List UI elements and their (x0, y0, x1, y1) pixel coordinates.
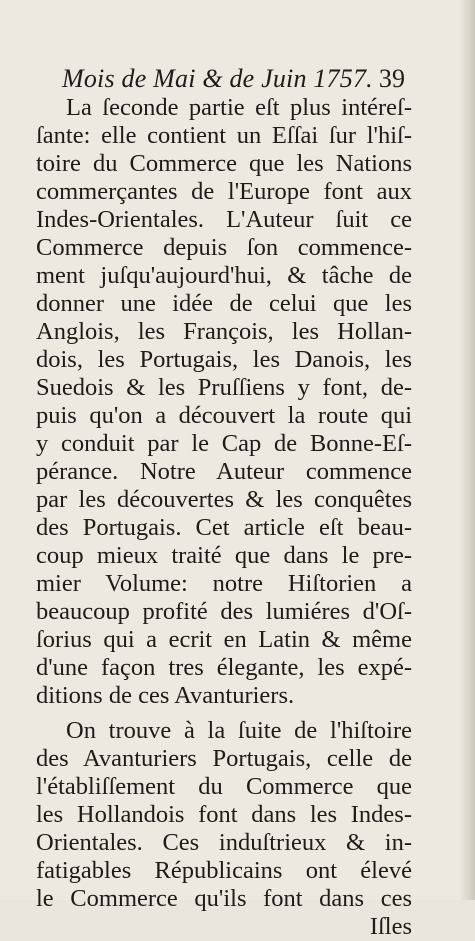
text-line: ditions de ces Avanturiers. (36, 682, 295, 709)
text-line: les Hollandois font dans les Indes- (36, 801, 412, 828)
text-line: donner une idée de celui que les (36, 290, 412, 317)
text-line: coup mieux traité que dans le pre- (36, 542, 412, 569)
text-line: fatigables Républicains ont élevé (36, 857, 412, 884)
text-line: commerçantes de l'Europe font aux (36, 178, 412, 205)
body-text (36, 94, 412, 941)
running-head (62, 64, 422, 94)
text-line: toire du Commerce que les Nations (36, 150, 412, 177)
text-line: Anglois, les François, les Hollan- (36, 318, 412, 345)
text-line: mier Volume: notre Hiſtorien a (36, 570, 412, 597)
text-line: des Portugais. Cet article eſt beau- (36, 514, 412, 541)
text-line: dois, les Portugais, les Danois, les (36, 346, 412, 373)
page-number: 39 (378, 64, 406, 93)
text-line: ment juſqu'aujourd'hui, & tâche de (36, 262, 412, 289)
text-line: Indes-Orientales. L'Auteur ſuit ce (36, 206, 412, 233)
text-line: On trouve à la ſuite de l'hiſtoire (66, 717, 412, 744)
text-line: La ſeconde partie eſt plus intéreſ- (66, 94, 412, 121)
text-line: l'établiſſement du Commerce que (36, 773, 412, 800)
text-line: Commerce depuis ſon commence- (36, 234, 412, 261)
text-line: pérance. Notre Auteur commence (36, 458, 412, 485)
text-line: des Avanturiers Portugais, celle de (36, 745, 412, 772)
text-line: ſorius qui a ecrit en Latin & même (36, 626, 412, 653)
text-line: beaucoup profité des lumiéres d'Oſ- (36, 598, 412, 625)
running-title: Mois de Mai & de Juin 1757. (62, 64, 373, 93)
text-line: y conduit par le Cap de Bonne-Eſ- (36, 430, 412, 457)
text-line: le Commerce qu'ils font dans ces (36, 885, 412, 912)
text-line: par les découvertes & les conquêtes (36, 486, 412, 513)
text-line: Suedois & les Pruſſiens y font, de- (36, 374, 412, 401)
catchword: Iſles (369, 913, 412, 940)
text-line: Orientales. Ces induſtrieux & in- (36, 829, 412, 856)
text-line: d'une façon tres élegante, les expé- (36, 654, 412, 681)
text-line: puis qu'on a découvert la route qui (36, 402, 412, 429)
text-line: ſante: elle contient un Eſſai ſur l'hiſ- (36, 122, 412, 149)
page-edge (459, 0, 475, 900)
